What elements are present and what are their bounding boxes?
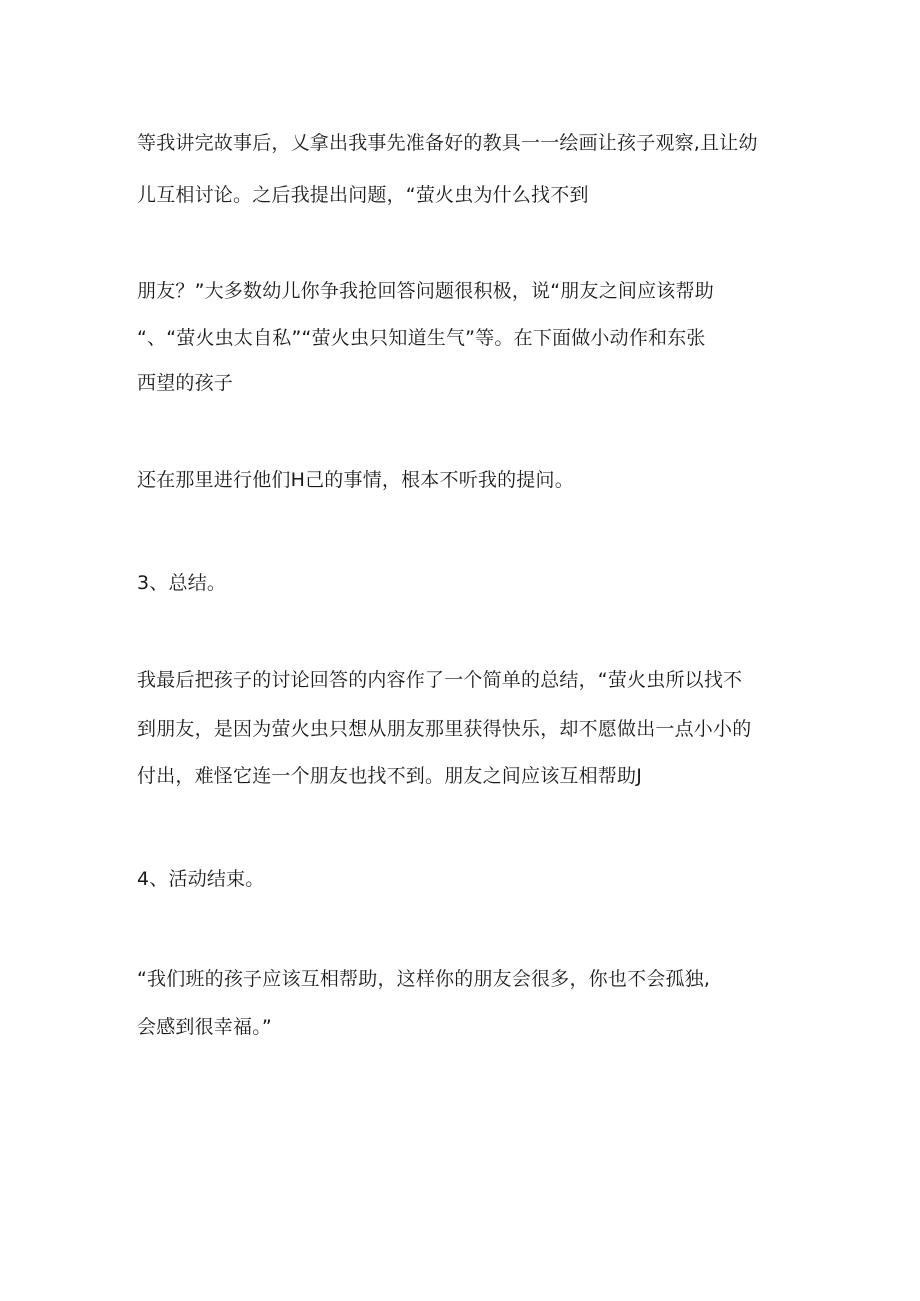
- paragraph-3-line-1: 还在那里进行他们H己的事情，根本不听我的提问。: [137, 469, 574, 491]
- paragraph-1-line-2: 儿互相讨论。之后我提出问题，“萤火虫为什么找不到: [137, 184, 589, 206]
- paragraph-4-line-3: 付出，难怪它连一个朋友也找不到。朋友之间应该互相帮助J: [137, 765, 643, 787]
- paragraph-5-line-2: 会感到很幸福。”: [137, 1016, 272, 1038]
- paragraph-4-line-1: 我最后把孩子的讨论回答的内容作了一个简单的总结，“萤火虫所以找不: [137, 669, 743, 691]
- paragraph-2-line-1: 朋友？”大多数幼儿你争我抢回答问题很积极，说“朋友之间应该帮助: [137, 280, 714, 302]
- section-heading-summary: 3、总结。: [137, 572, 227, 594]
- paragraph-1-line-1: 等我讲完故事后，乂拿出我事先准备好的教具一一绘画让孩子观察,且让幼: [137, 132, 758, 154]
- paragraph-4-line-2: 到朋友，是因为萤火虫只想从朋友那里获得快乐，却不愿做出一点小小的: [137, 718, 752, 740]
- section-heading-activity-end: 4、活动结束。: [137, 868, 265, 890]
- paragraph-2-line-2: “、“萤火虫太自私”“萤火虫只知道生气”等。在下面做小动作和东张: [137, 327, 706, 349]
- paragraph-2-line-3: 西望的孩子: [137, 372, 234, 394]
- paragraph-5-line-1: “我们班的孩子应该互相帮助，这样你的朋友会很多，你也不会孤独,: [137, 968, 711, 990]
